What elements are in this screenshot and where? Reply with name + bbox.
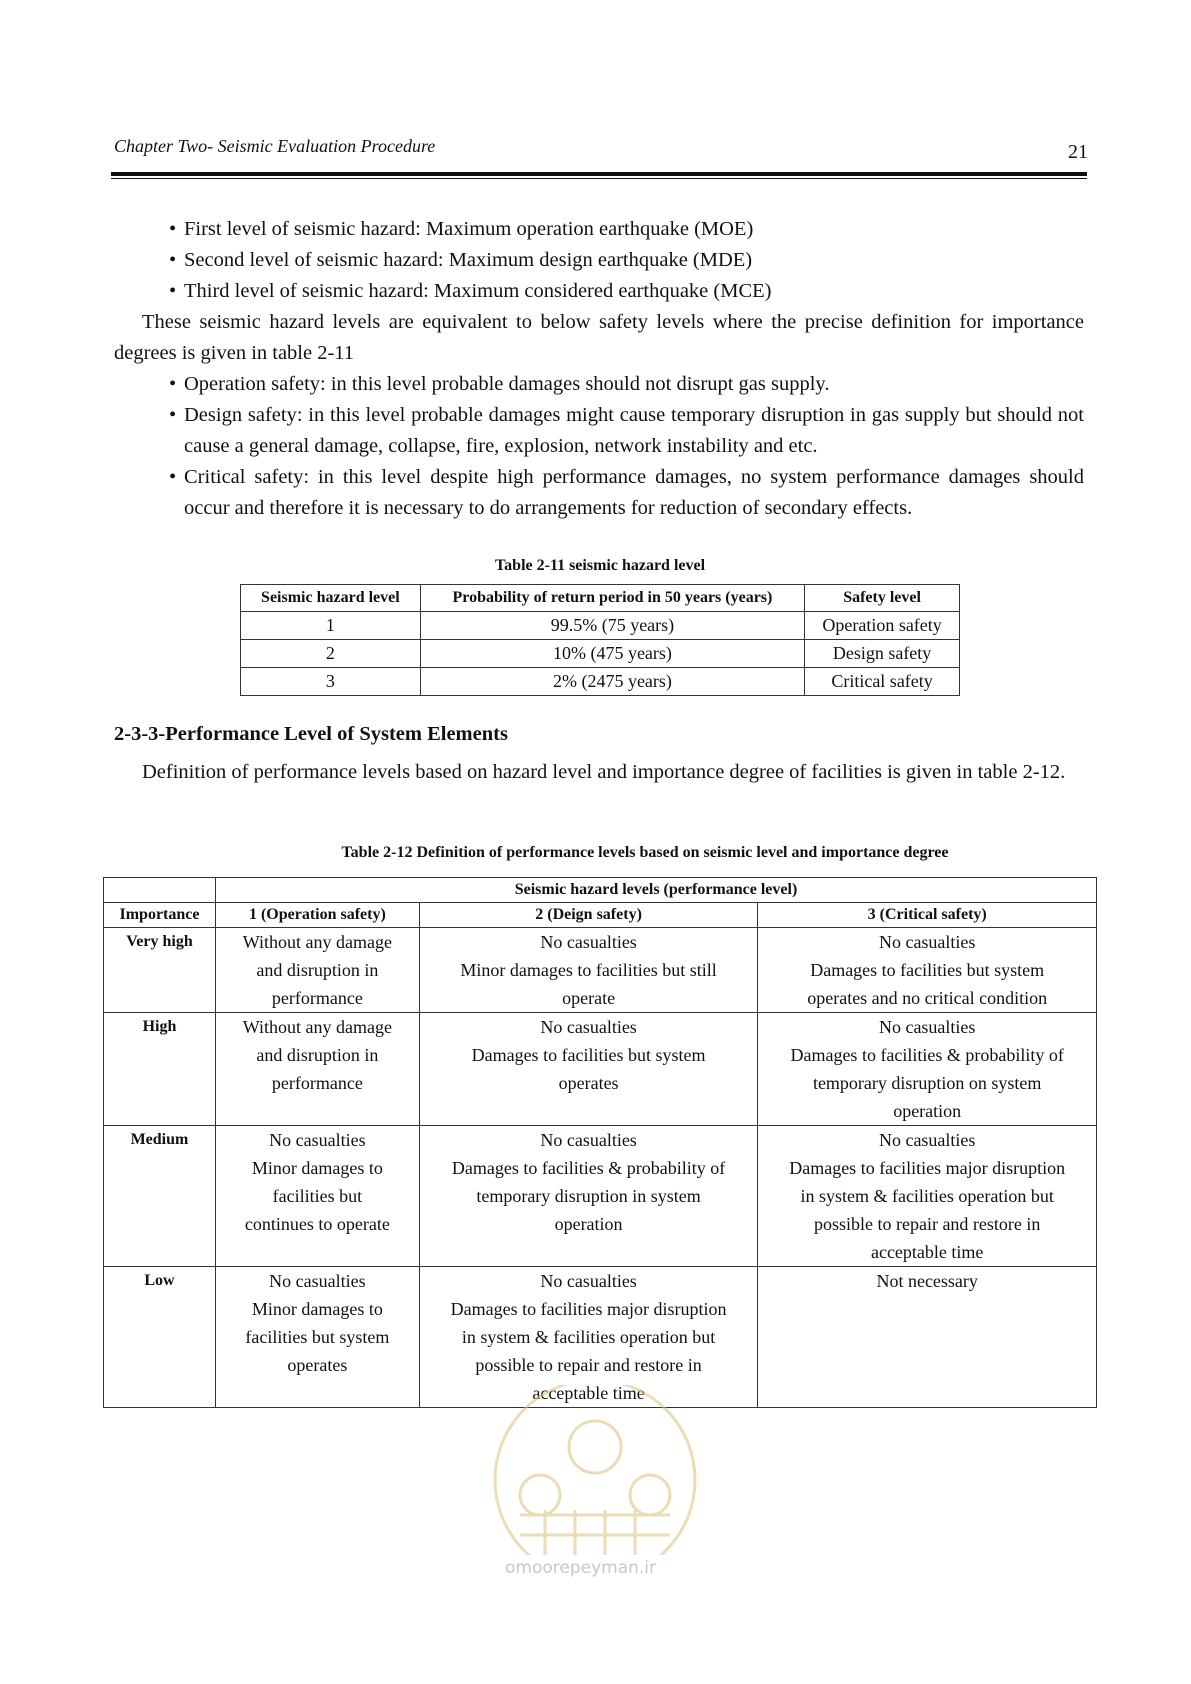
table-cell: 3 xyxy=(241,668,421,696)
cell-line: facilities but xyxy=(272,1186,363,1206)
cell-line: Not necessary xyxy=(876,1271,978,1291)
hazard-bullet: • Second level of seismic hazard: Maximum design earthquake (MDE) xyxy=(114,245,1084,276)
table-cell xyxy=(215,1267,419,1408)
table-cell: Critical safety xyxy=(805,668,960,696)
cell-line: operation xyxy=(554,1214,623,1234)
watermark-text: omoorepeyman.ir xyxy=(505,1558,657,1578)
cell-line: operation xyxy=(893,1101,962,1121)
table-cell: Design safety xyxy=(805,640,960,668)
cell-line: acceptable time xyxy=(870,1242,984,1262)
cell-line: possible to repair and restore in xyxy=(475,1355,702,1375)
cell-line: Damages to facilities major disruption xyxy=(450,1299,727,1319)
importance-cell: Low xyxy=(104,1267,216,1408)
hazard-bullet: • First level of seismic hazard: Maximum operation earthquake (MOE) xyxy=(114,214,1084,245)
cell-line: No casualties xyxy=(540,932,637,952)
column-header: Importance xyxy=(104,903,216,928)
safety-bullet: • Design safety: in this level probable damages might cause temporary disruption in gas supply but should not cause a general damage, collapse, fire, explosion, network instability and etc. xyxy=(114,400,1084,462)
cell-line: operate xyxy=(562,988,616,1008)
safety-bullet: • Critical safety: in this level despite high performance damages, no system performance damages should occur and therefore it is necessary to do arrangements for reduction of secondary effects. xyxy=(114,462,1084,524)
table-cell xyxy=(215,1126,419,1267)
cell-line: No casualties xyxy=(878,1017,976,1037)
column-header: Safety level xyxy=(805,585,960,612)
cell-line: facilities but system xyxy=(245,1327,390,1347)
cell-line: temporary disruption in system xyxy=(476,1186,701,1206)
table-row xyxy=(241,668,960,696)
cell-line: operates and no critical condition xyxy=(807,988,1048,1008)
empty-corner-cell xyxy=(104,878,216,903)
table-cell xyxy=(758,928,1097,1013)
table-group-header-row xyxy=(104,878,1097,903)
table-2-11 xyxy=(240,584,960,696)
column-header: 3 (Critical safety) xyxy=(758,903,1097,928)
table-2-12-caption: Table 2-12 Definition of performance levels based on seismic level and importance degree xyxy=(341,844,949,861)
cell-line: Without any damage xyxy=(242,932,392,952)
table-row xyxy=(104,1013,1097,1126)
cell-line: Damages to facilities & probability of xyxy=(790,1045,1064,1065)
hazard-bullet: • Third level of seismic hazard: Maximum considered earthquake (MCE) xyxy=(114,276,1084,307)
table-cell xyxy=(758,1126,1097,1267)
table-header-row xyxy=(104,903,1097,928)
cell-line: No casualties xyxy=(540,1130,637,1150)
table-2-11-caption: Table 2-11 seismic hazard level xyxy=(494,557,706,574)
table-cell: 2% (2475 years) xyxy=(420,668,804,696)
cell-line: Damages to facilities but system xyxy=(810,960,1045,980)
cell-line: Without any damage xyxy=(242,1017,392,1037)
cell-line: in system & facilities operation but xyxy=(800,1186,1054,1206)
cell-line: No casualties xyxy=(878,1130,976,1150)
table-cell xyxy=(419,1126,758,1267)
cell-line: and disruption in xyxy=(256,1045,379,1065)
cell-line: No casualties xyxy=(878,932,976,952)
table-cell xyxy=(758,1013,1097,1126)
header-rule-thin xyxy=(111,178,1087,179)
column-header: Probability of return period in 50 years (years) xyxy=(420,585,804,612)
watermark-logo-icon xyxy=(490,1385,700,1555)
table-cell xyxy=(215,1013,419,1126)
cell-line: temporary disruption on system xyxy=(812,1073,1042,1093)
table-row xyxy=(241,612,960,640)
cell-line: Damages to facilities but system xyxy=(471,1045,706,1065)
cell-line: performance xyxy=(271,988,363,1008)
cell-line: No casualties xyxy=(540,1017,637,1037)
table-row xyxy=(241,640,960,668)
table-cell xyxy=(758,1267,1097,1408)
cell-line: operates xyxy=(287,1355,348,1375)
cell-line: Minor damages to xyxy=(251,1299,383,1319)
cell-line: in system & facilities operation but xyxy=(461,1327,716,1347)
table-row xyxy=(104,928,1097,1013)
cell-line: acceptable time xyxy=(532,1383,645,1403)
table-cell: 99.5% (75 years) xyxy=(420,612,804,640)
section-heading: 2-3-3-Performance Level of System Elements xyxy=(114,723,508,745)
intro-paragraph: These seismic hazard levels are equivalent to below safety levels where the precise definition for importance degrees is given in table 2-11 xyxy=(114,311,1084,364)
column-header: 1 (Operation safety) xyxy=(215,903,419,928)
cell-line: possible to repair and restore in xyxy=(813,1214,1041,1234)
importance-cell: High xyxy=(104,1013,216,1126)
column-header: Seismic hazard level xyxy=(241,585,421,612)
cell-line: No casualties xyxy=(269,1130,366,1150)
table-cell xyxy=(419,1267,758,1408)
cell-line: Damages to facilities major disruption xyxy=(789,1158,1066,1178)
table-2-12 xyxy=(103,877,1097,1408)
body-text xyxy=(114,214,1084,524)
cell-line: operates xyxy=(558,1073,619,1093)
cell-line: No casualties xyxy=(269,1271,366,1291)
cell-line: and disruption in xyxy=(256,960,379,980)
cell-line: Damages to facilities & probability of xyxy=(451,1158,726,1178)
cell-line: performance xyxy=(271,1073,363,1093)
column-header: 2 (Deign safety) xyxy=(419,903,758,928)
table-header-row xyxy=(241,585,960,612)
table-cell xyxy=(215,928,419,1013)
page-number: 21 xyxy=(1068,141,1088,163)
table-cell: Operation safety xyxy=(805,612,960,640)
group-header: Seismic hazard levels (performance level) xyxy=(215,878,1096,903)
table-cell xyxy=(419,928,758,1013)
section-paragraph: Definition of performance levels based on hazard level and importance degree of facilities is given in table 2-12. xyxy=(142,761,1066,783)
importance-cell: Very high xyxy=(104,928,216,1013)
cell-line: No casualties xyxy=(540,1271,637,1291)
table-row xyxy=(104,1126,1097,1267)
cell-line: continues to operate xyxy=(244,1214,390,1234)
safety-bullet: • Operation safety: in this level probable damages should not disrupt gas supply. xyxy=(114,369,1084,400)
table-cell: 2 xyxy=(241,640,421,668)
importance-cell: Medium xyxy=(104,1126,216,1267)
header-rule-thick xyxy=(111,172,1087,176)
cell-line: Minor damages to facilities but still xyxy=(460,960,717,980)
table-row xyxy=(104,1267,1097,1408)
table-cell: 10% (475 years) xyxy=(420,640,804,668)
cell-line: Minor damages to xyxy=(251,1158,383,1178)
running-title: Chapter Two- Seismic Evaluation Procedure xyxy=(114,136,436,156)
table-cell: 1 xyxy=(241,612,421,640)
table-cell xyxy=(419,1013,758,1126)
